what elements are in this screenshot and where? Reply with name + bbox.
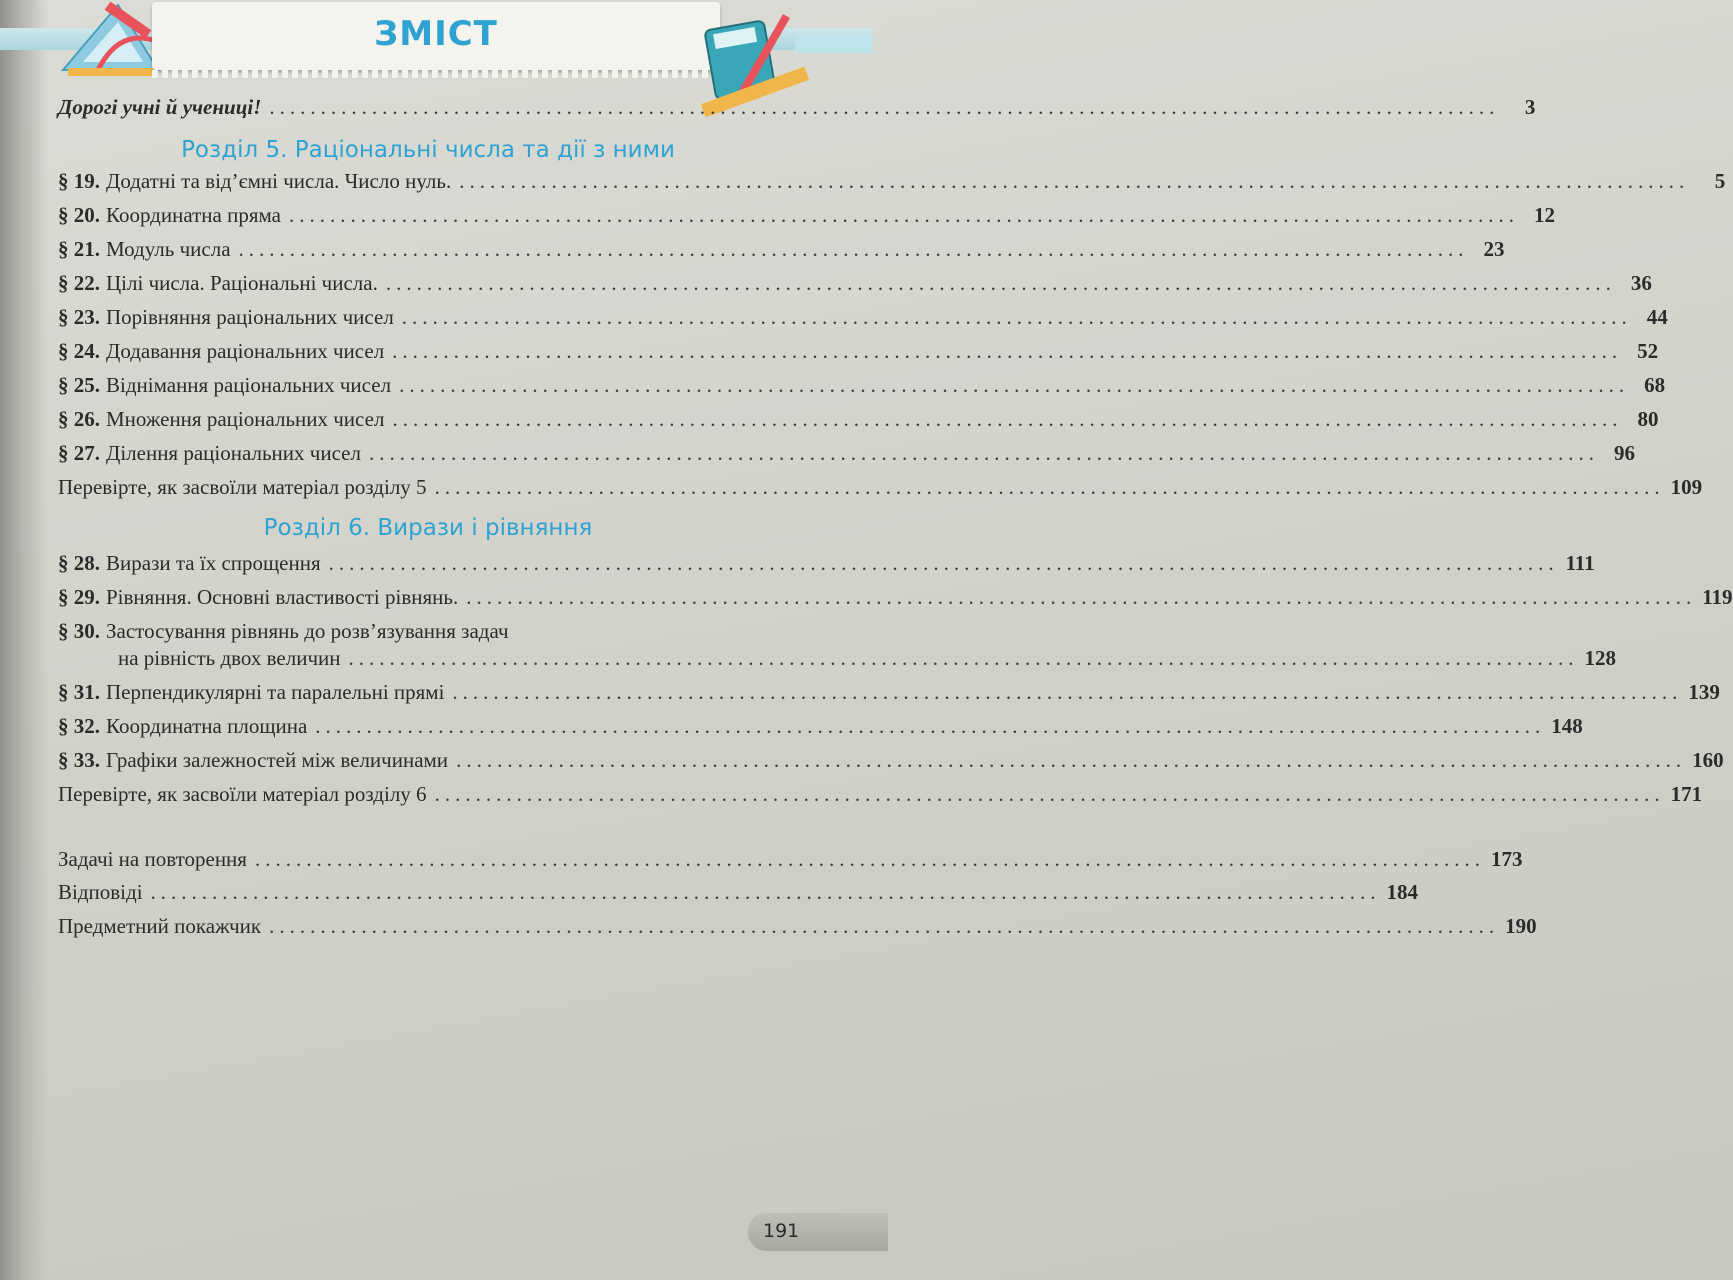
leader-dots: ........................................................................................................................: [150, 880, 1381, 904]
paragraph-number: § 20.: [58, 203, 100, 227]
toc-page-number: 5: [1714, 169, 1726, 193]
paragraph-number: § 32.: [58, 714, 100, 738]
toc-row[interactable]: [58, 373, 1666, 403]
toc-row[interactable]: [58, 585, 1733, 615]
leader-dots: ........................................................................................................................: [456, 748, 1687, 772]
toc-row[interactable]: [58, 169, 1726, 199]
toc-page-number: 111: [1565, 551, 1595, 575]
leader-dots: ........................................................................................................................: [392, 339, 1623, 363]
toc-row[interactable]: [58, 714, 1583, 744]
leader-dots: ........................................................................................................................: [385, 271, 1616, 295]
toc-page-number: 139: [1688, 680, 1720, 704]
toc-page-number: 109: [1670, 475, 1703, 499]
toc-check-row[interactable]: [58, 782, 1703, 812]
paragraph-number: § 26.: [58, 407, 100, 431]
leader-dots: ........................................................................................................................: [459, 169, 1690, 193]
page-title: ЗМІСТ: [374, 14, 498, 54]
paragraph-number: § 31.: [58, 680, 100, 704]
leader-dots: ........................................................................................................................: [401, 305, 1632, 329]
toc-page-number: 36: [1630, 271, 1652, 295]
toc-entry-title: Перевірте, як засвоїли матеріал розділу 6: [58, 782, 427, 806]
toc-entry-title: Цілі числа. Раціональні числа.: [106, 271, 378, 295]
toc-extra-row[interactable]: [58, 914, 1537, 944]
toc-entry-title: Задачі на повторення: [58, 847, 247, 871]
toc-page-number: 96: [1613, 441, 1635, 465]
toc-page-number: 160: [1692, 748, 1724, 772]
leader-dots: ........................................................................................................................: [399, 373, 1630, 397]
leader-dots: ........................................................................................................................: [348, 646, 1579, 670]
section-6-title: Розділ 6. Вирази і рівняння: [263, 515, 593, 541]
toc-row[interactable]: [58, 407, 1659, 437]
leader-dots: ........................................................................................................................: [434, 475, 1665, 499]
toc-entry-title: Додавання раціональних чисел: [106, 339, 385, 363]
toc-page-number: 44: [1646, 305, 1668, 329]
leader-dots: ........................................................................................................................: [368, 441, 1599, 465]
toc-entry-title: Перпендикулярні та паралельні прямі: [106, 680, 445, 704]
toc-entry-title-continuation: на рівність двох величин: [118, 646, 341, 670]
toc-entry-title: Віднімання раціональних чисел: [106, 373, 392, 397]
paragraph-number: § 22.: [58, 271, 100, 295]
toc-page-number: 184: [1386, 880, 1419, 904]
toc-page-number: 23: [1483, 237, 1505, 261]
leader-dots: ........................................................................................................................: [238, 237, 1469, 261]
toc-row[interactable]: [58, 441, 1635, 471]
leader-dots: ........................................................................................................................: [269, 914, 1500, 938]
toc-entry-title: Модуль числа: [106, 237, 231, 261]
paragraph-number: § 27.: [58, 441, 100, 465]
toc-entry-title: Дорогі учні й учениці!: [58, 95, 262, 119]
leader-dots: ........................................................................................................................: [392, 407, 1623, 431]
leader-dots: ........................................................................................................................: [328, 551, 1559, 575]
leader-dots: ........................................................................................................................: [452, 680, 1683, 704]
paragraph-number: § 25.: [58, 373, 100, 397]
paragraph-number: § 28.: [58, 551, 100, 575]
toc-extra-row[interactable]: [58, 847, 1523, 877]
toc-entry-title: Рівняння. Основні властивості рівнянь.: [106, 585, 459, 609]
toc-extra-row[interactable]: [58, 880, 1419, 910]
leader-dots: ........................................................................................................................: [269, 95, 1500, 119]
toc-page-number: 12: [1533, 203, 1555, 227]
toc-page-number: 173: [1490, 847, 1523, 871]
toc-row[interactable]: [58, 237, 1505, 267]
toc-row[interactable]: [58, 271, 1652, 301]
toc-page-number: 68: [1644, 373, 1666, 397]
toc-page-number: 171: [1670, 782, 1703, 806]
leader-dots: ........................................................................................................................: [288, 203, 1519, 227]
toc-entry-title: Порівняння раціональних чисел: [106, 305, 394, 329]
toc-entry-title: Вирази та їх спрощення: [106, 551, 321, 575]
toc-row[interactable]: [58, 680, 1720, 710]
toc-entry-title: Множення раціональних чисел: [106, 407, 385, 431]
page-number: 191: [763, 1220, 800, 1242]
toc-entry-title: Координатна площина: [106, 714, 308, 738]
book-spine-shadow: [0, 0, 48, 1280]
paragraph-number: § 21.: [58, 237, 100, 261]
toc-row[interactable]: [58, 748, 1724, 778]
leader-dots: ........................................................................................................................: [434, 782, 1665, 806]
toc-page-number: 52: [1637, 339, 1659, 363]
toc-row-first-line[interactable]: [58, 619, 794, 649]
toc-row-continuation[interactable]: [58, 646, 1617, 676]
toc-row[interactable]: [58, 551, 1595, 581]
toc-entry-title: Додатні та від’ємні числа. Число нуль.: [106, 169, 452, 193]
leader-dots: ........................................................................................................................: [466, 585, 1697, 609]
toc-row[interactable]: [58, 203, 1555, 233]
toc-page-number: 148: [1551, 714, 1583, 738]
toc-page-number: 80: [1637, 407, 1659, 431]
toc-entry-title: Ділення раціональних чисел: [106, 441, 361, 465]
paragraph-number: § 19.: [58, 169, 100, 193]
toc-page-number: 119: [1702, 585, 1733, 609]
toc-check-row[interactable]: [58, 475, 1703, 505]
toc-entry-title: Відповіді: [58, 880, 143, 904]
section-5-title: Розділ 5. Раціональні числа та дії з ними: [181, 137, 675, 163]
paragraph-number: § 30.: [58, 619, 100, 643]
toc-page-number: 190: [1505, 914, 1537, 938]
toc-page-number: 3: [1524, 95, 1536, 119]
toc-page-number: 128: [1584, 646, 1617, 670]
paragraph-number: § 24.: [58, 339, 100, 363]
toc-entry-title: Предметний покажчик: [58, 914, 262, 938]
paragraph-number: § 33.: [58, 748, 100, 772]
leader-dots: ........................................................................................................................: [315, 714, 1546, 738]
title-banner: [152, 2, 720, 70]
toc-entry-title: Координатна пряма: [106, 203, 281, 227]
toc-entry-title: Застосування рівнянь до розв’язування задач: [106, 619, 509, 643]
paragraph-number: § 29.: [58, 585, 100, 609]
toc-row[interactable]: [58, 339, 1659, 369]
toc-entry-title: Графіки залежностей між величинами: [106, 748, 449, 772]
leader-dots: ........................................................................................................................: [254, 847, 1485, 871]
toc-intro-row[interactable]: [58, 95, 1536, 125]
toc-row[interactable]: [58, 305, 1668, 335]
toc-entry-title: Перевірте, як засвоїли матеріал розділу 5: [58, 475, 427, 499]
paragraph-number: § 23.: [58, 305, 100, 329]
